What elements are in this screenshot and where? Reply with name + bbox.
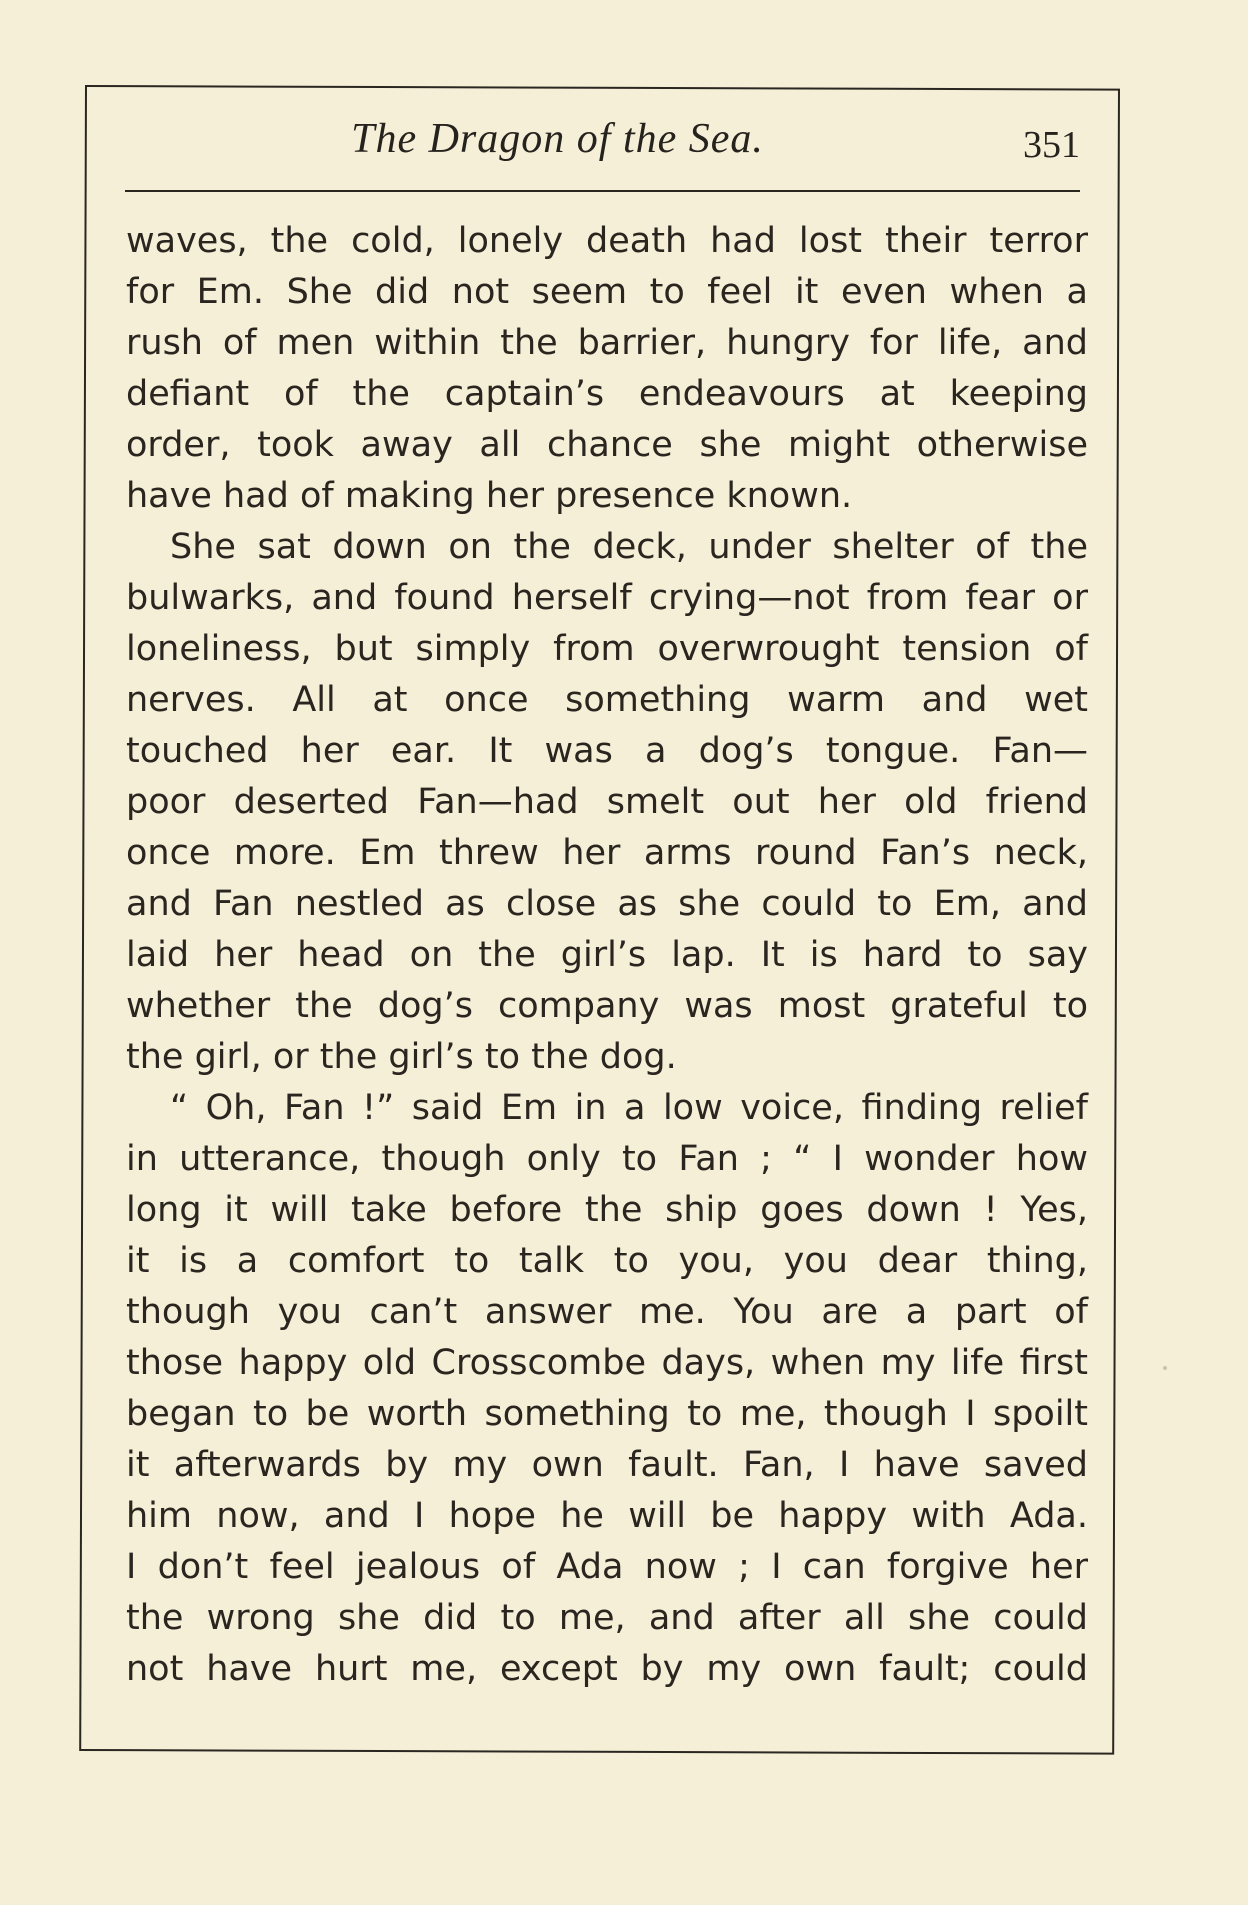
text-line: laid her head on the girl’s lap. It is hard to say [126, 935, 1088, 975]
text-line: it is a comfort to talk to you, you dear thing, [126, 1241, 1088, 1281]
page-header [125, 115, 1080, 175]
text-line: though you can’t answer me. You are a part of [126, 1292, 1088, 1332]
text-line: defiant of the captain’s endeavours at keeping [126, 374, 1088, 414]
text-line: once more. Em threw her arms round Fan’s neck, [126, 833, 1088, 873]
text-line: whether the dog’s company was most grateful to [126, 986, 1088, 1026]
text-line: for Em. She did not seem to feel it even when a [126, 272, 1088, 312]
text-line: it afterwards by my own fault. Fan, I have saved [126, 1445, 1088, 1485]
text-line: touched her ear. It was a dog’s tongue. Fan— [126, 731, 1088, 771]
page-number: 351 [1023, 124, 1080, 166]
text-line: have had of making her presence known. [126, 476, 853, 516]
text-line: and Fan nestled as close as she could to Em, and [126, 884, 1088, 924]
text-line: waves, the cold, lonely death had lost their terror [126, 221, 1088, 261]
text-line: long it will take before the ship goes down ! Yes, [126, 1190, 1088, 1230]
text-line: nerves. All at once something warm and wet [126, 680, 1088, 720]
text-line: bulwarks, and found herself crying—not from fear or [126, 578, 1088, 618]
text-line: the wrong she did to me, and after all she could [126, 1598, 1088, 1638]
text-line: She sat down on the deck, under shelter of the [170, 527, 1088, 567]
text-line: the girl, or the girl’s to the dog. [126, 1037, 677, 1077]
body-text [126, 216, 1088, 1695]
text-line: in utterance, though only to Fan ; “ I wonder how [126, 1139, 1088, 1179]
text-line: I don’t feel jealous of Ada now ; I can forgive her [126, 1547, 1088, 1587]
paper-speck [1163, 1366, 1167, 1370]
text-line: “ Oh, Fan !” said Em in a low voice, finding relief [170, 1088, 1088, 1128]
text-line: poor deserted Fan—had smelt out her old friend [126, 782, 1088, 822]
text-line: him now, and I hope he will be happy with Ada. [126, 1496, 1088, 1536]
text-line: loneliness, but simply from overwrought tension of [126, 629, 1088, 669]
text-line: not have hurt me, except by my own fault; could [126, 1649, 1088, 1689]
text-line: those happy old Crosscombe days, when my life first [126, 1343, 1088, 1383]
text-line: order, took away all chance she might otherwise [126, 425, 1088, 465]
text-line: rush of men within the barrier, hungry for life, and [126, 323, 1088, 363]
running-title: The Dragon of the Sea. [351, 116, 764, 162]
text-line: began to be worth something to me, though I spoilt [126, 1394, 1088, 1434]
header-rule [125, 190, 1080, 192]
